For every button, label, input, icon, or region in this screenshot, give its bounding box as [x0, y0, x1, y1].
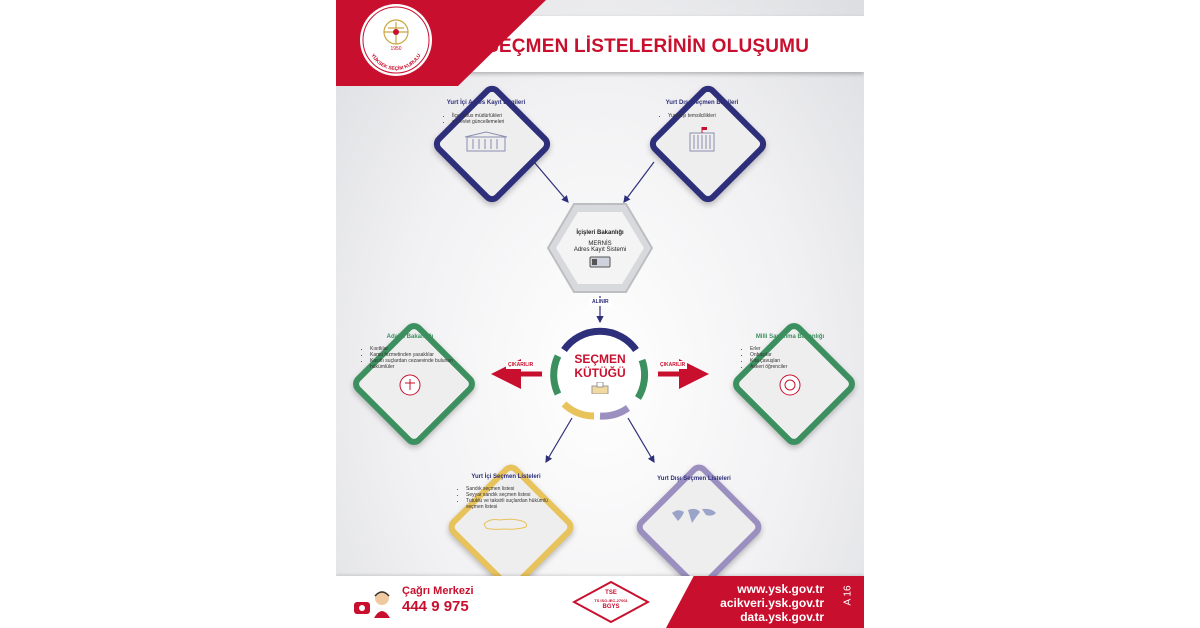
url-ysk[interactable]: www.ysk.gov.tr [737, 582, 824, 596]
node-title: İçişleri Bakanlığı [576, 230, 624, 236]
tag-cikarilir-left: ÇIKARILIR [508, 362, 534, 368]
building-icon [463, 131, 509, 153]
list-item: • Tutuklu ve taksirli suçlardan hükümlü seçmen listesi [466, 498, 554, 510]
list-item: • Yurt dışı temsilcilikleri [668, 113, 744, 119]
justice-seal-icon [399, 374, 421, 396]
node-voter-registry [542, 320, 658, 424]
url-data[interactable]: data.ysk.gov.tr [740, 610, 824, 624]
page-title: SEÇMEN LİSTELERİNİN OLUŞUMU [486, 36, 810, 57]
mernis-label: MERNİS [588, 241, 612, 247]
node-title: Yurt Dışı Seçmen Listeleri [657, 476, 731, 482]
tse-line3: BGYS [602, 604, 620, 610]
node-abroad-info [642, 92, 766, 188]
list-item: • Sandık seçmen listesi [466, 486, 554, 492]
node-title: Milli Savunma Bakanlığı [755, 334, 825, 340]
list-item: • Kıta çavuşları [750, 358, 838, 364]
node-domestic-voter-lists [436, 466, 576, 576]
id-card-icon [589, 256, 611, 268]
world-map-icon [668, 505, 720, 527]
list-item: • Askeri öğrenciler [750, 364, 838, 370]
logo-text: YÜKSEK SEÇİM KURULU [369, 52, 423, 73]
tag-alinir: ALINIR [592, 299, 609, 305]
tse-badge [572, 580, 650, 624]
list-item: • Erler [750, 346, 838, 352]
registry-title-line1: SEÇMEN [574, 352, 626, 366]
node-justice-ministry [348, 326, 472, 430]
tse-line2: TS ISO-IEC-27001 [594, 598, 628, 603]
embassy-icon [682, 127, 722, 153]
defense-seal-icon [779, 374, 801, 396]
logo-year: 1950 [390, 46, 402, 52]
list-item: • Onbaşılar [750, 352, 838, 358]
ballot-box-icon [590, 382, 610, 394]
registry-title-line2: KÜTÜĞÜ [574, 366, 626, 380]
list-item: • Kısıtlılar [370, 346, 458, 352]
node-interior-ministry [546, 200, 654, 296]
connector-lines [336, 0, 864, 628]
node-abroad-voter-lists [624, 466, 764, 576]
turkey-map-icon [482, 516, 530, 532]
call-center-number: 444 9 975 [402, 598, 469, 615]
call-center-label: Çağrı Merkezi [402, 585, 474, 597]
list-item: • İlçe nüfus müdürlükleri [452, 113, 528, 119]
arrow-registry-to-abroad-lists [628, 418, 654, 462]
tag-cikarilir-right: ÇIKARILIR [660, 362, 686, 368]
node-title: Adalet Bakanlığı [386, 334, 434, 340]
address-system-label: Adres Kayıt Sistemi [573, 247, 627, 253]
node-title: Yurt İçi Adres Kayıt Bilgileri [446, 100, 526, 106]
node-title: Yurt Dışı Seçmen Bilgileri [665, 100, 739, 106]
node-title: Yurt İçi Seçmen Listeleri [471, 474, 541, 480]
list-item: • Seyyar sandık seçmen listesi [466, 492, 554, 498]
arrow-registry-to-domestic-lists [546, 418, 572, 462]
list-item: • Kasıtlı suçlardan cezaevinde bulunan hükümlüler [370, 358, 458, 370]
infographic-poster [336, 0, 864, 628]
node-defense-ministry [728, 326, 852, 430]
url-acikveri[interactable]: acikveri.ysk.gov.tr [720, 596, 824, 610]
document-code: A 16 [842, 585, 854, 606]
node-domestic-address [426, 92, 550, 188]
list-item: • Kamu hizmetinden yasaklılar [370, 352, 458, 358]
call-center-agent-icon [352, 588, 396, 618]
list-item: • e-Devlet güncellemeleri [452, 119, 528, 125]
tse-line1: TSE [605, 590, 617, 596]
